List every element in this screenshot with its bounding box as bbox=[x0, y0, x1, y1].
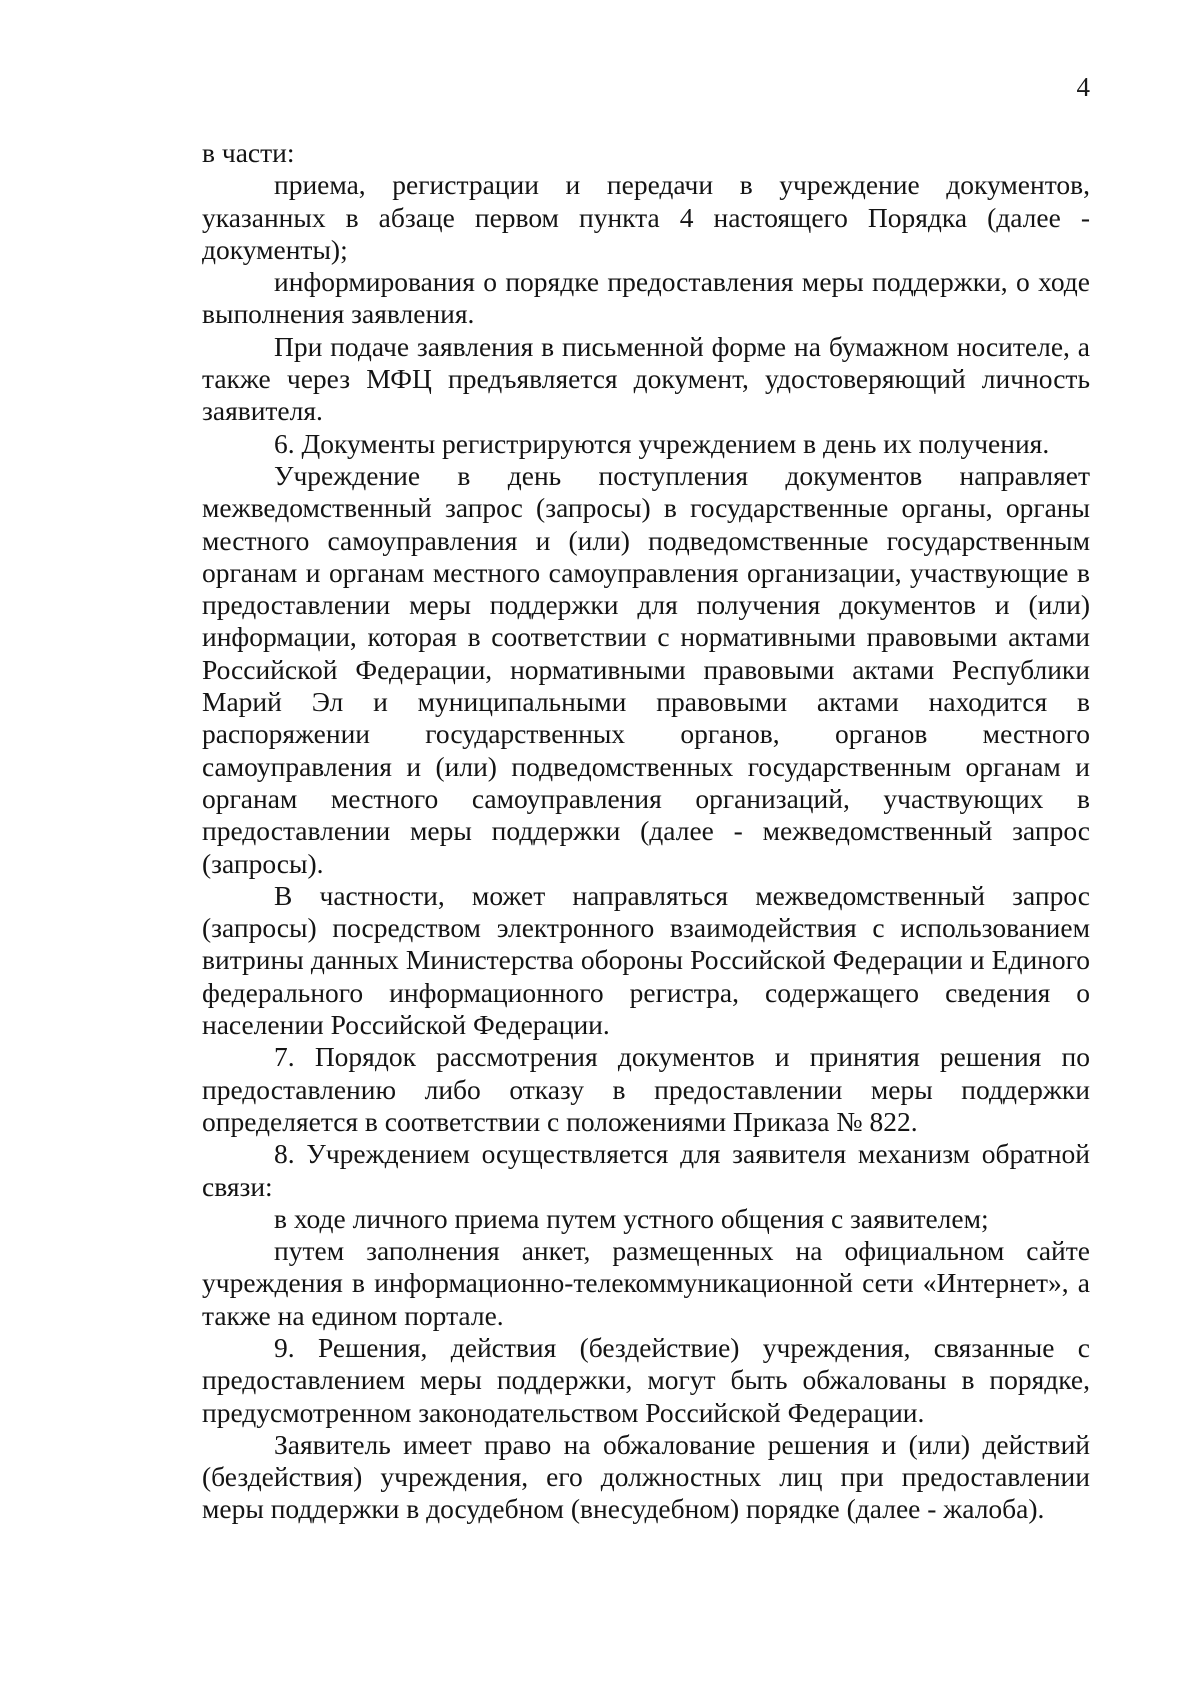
paragraph-identity-document: При подаче заявления в письменной форме на бумажном носителе, а также через МФЦ предъявляется документ, удостоверяющий личность заявителя. bbox=[202, 330, 1090, 427]
paragraph-item-6: 6. Документы регистрируются учреждением в день их получения. bbox=[274, 427, 1050, 459]
paragraph-complaint-right: Заявитель имеет право на обжалование решения и (или) действий (бездействия) учреждения, его должностных лиц при предоставлении меры поддержки в досудебном (внесудебном) порядке (далее - жалоба). bbox=[202, 1428, 1090, 1525]
page-number: 4 bbox=[1076, 72, 1090, 102]
paragraph-item-7: 7. Порядок рассмотрения документов и принятия решения по предоставлению либо отказу в предоставлении меры поддержки определяется в соответствии с положениями Приказа № 822. bbox=[202, 1041, 1090, 1137]
document-body bbox=[202, 137, 1090, 1526]
paragraph-questionnaires: путем заполнения анкет, размещенных на официальном сайте учреждения в информационно-телекоммуникационной сети «Интернет», а также на едином портале. bbox=[202, 1235, 1090, 1331]
paragraph-informing: информирования о порядке предоставления меры поддержки, о ходе выполнения заявления. bbox=[202, 266, 1090, 330]
paragraph-intro: в части: bbox=[202, 137, 295, 168]
paragraph-interagency-request: Учреждение в день поступления документов направляет межведомственный запрос (запросы) в государственные органы, органы местного самоуправления и (или) подведомственные государственным органам и органам местного самоуправления организации, участвующие в предоставлении меры поддержки для получения документов и (или) информации, которая в соответствии с нормативными правовыми актами Российской Федерации, нормативными правовыми актами Республики Марий Эл и муниципальными правовыми актами находится в распоряжении государственных органов, органов местного самоуправления и (или) подведомственных государственным органам и органам местного самоуправления организаций, участвующих в предоставлении меры поддержки (далее - межведомственный запрос (запросы). bbox=[202, 459, 1090, 879]
paragraph-personal-reception: в ходе личного приема путем устного общения с заявителем; bbox=[274, 1202, 989, 1234]
paragraph-item-8: 8. Учреждением осуществляется для заявителя механизм обратной связи: bbox=[202, 1138, 1090, 1202]
paragraph-item-9: 9. Решения, действия (бездействие) учреждения, связанные с предоставлением меры поддержки, могут быть обжалованы в порядке, предусмотренном законодательством Российской Федерации. bbox=[202, 1331, 1090, 1428]
paragraph-reception: приема, регистрации и передачи в учреждение документов, указанных в абзаце первом пункта 4 настоящего Порядка (далее - документы); bbox=[202, 169, 1090, 265]
paragraph-electronic-interaction: В частности, может направляться межведомственный запрос (запросы) посредством электронного взаимодействия с использованием витрины данных Министерства обороны Российской Федерации и Единого федерального информационного регистра, содержащего сведения о населении Российской Федерации. bbox=[202, 879, 1090, 1041]
